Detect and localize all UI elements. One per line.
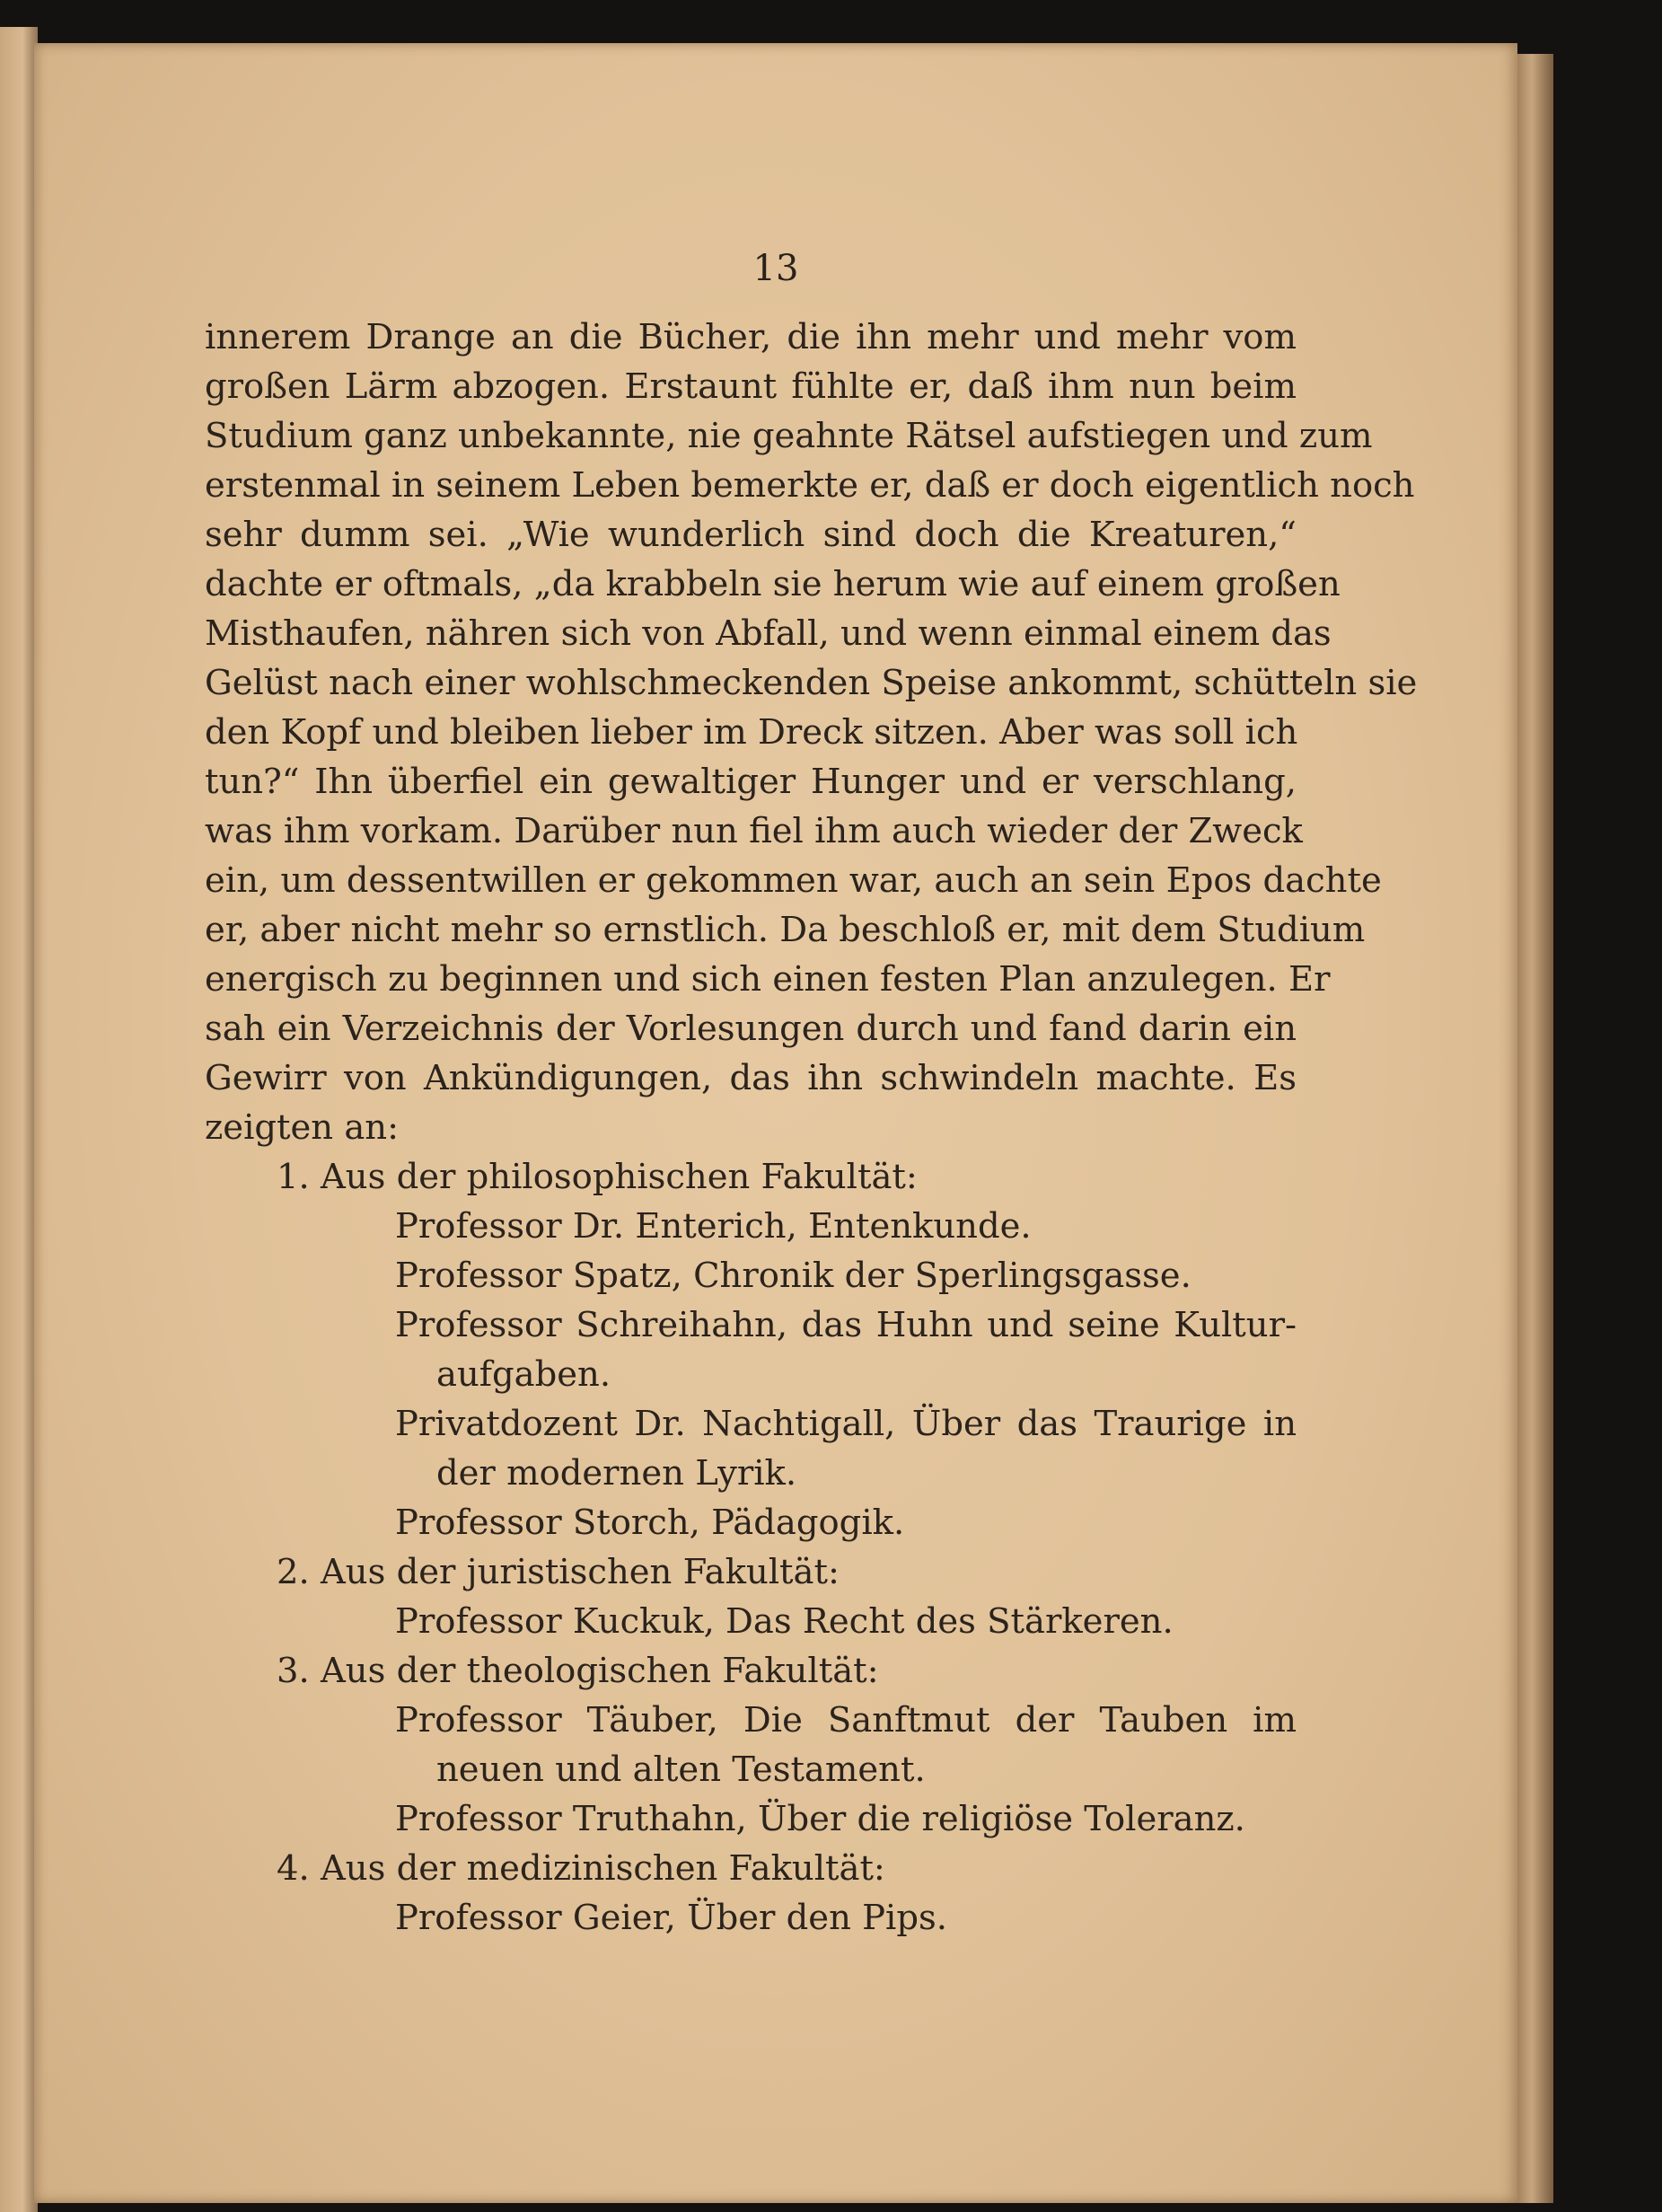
text-line: energisch zu beginnen und sich einen festen Plan anzulegen. Er (205, 959, 1331, 1000)
facing-page-edge (0, 27, 38, 2212)
text-line: innerem Drange an die Bücher, die ihn mehr und mehr vom (205, 317, 1297, 357)
lecture-entry-continuation: der modernen Lyrik. (436, 1453, 797, 1494)
faculty-heading: 1. Aus der philosophischen Fakultät: (277, 1157, 918, 1197)
faculty-heading: 3. Aus der theologischen Fakultät: (277, 1651, 879, 1691)
lecture-entry: Professor Kuckuk, Das Recht des Stärkeren. (395, 1601, 1174, 1642)
body-text (205, 313, 1418, 1943)
text-line: was ihm vorkam. Darüber nun fiel ihm auch wieder der Zweck (205, 811, 1303, 851)
lecture-entry-continuation: aufgaben. (436, 1354, 611, 1395)
text-line: er, aber nicht mehr so ernstlich. Da beschloß er, mit dem Studium (205, 910, 1366, 950)
lecture-entry: Privatdozent Dr. Nachtigall, Über das Traurige in (395, 1404, 1297, 1444)
lecture-entry-continuation: neuen und alten Testament. (436, 1749, 926, 1790)
text-line: zeigten an: (205, 1107, 400, 1148)
text-line: ein, um dessentwillen er gekommen war, auch an sein Epos dachte (205, 860, 1382, 901)
text-line: Misthaufen, nähren sich von Abfall, und wenn einmal einem das (205, 613, 1332, 654)
text-line: den Kopf und bleiben lieber im Dreck sitzen. Aber was soll ich (205, 712, 1298, 753)
lecture-entry: Professor Dr. Enterich, Entenkunde. (395, 1206, 1032, 1247)
faculty-heading: 4. Aus der medizinischen Fakultät: (277, 1848, 885, 1889)
text-line: Gelüst nach einer wohlschmeckenden Speise ankommt, schütteln sie (205, 663, 1418, 703)
text-line: dachte er oftmals, „da krabbeln sie herum wie auf einem großen (205, 564, 1341, 604)
text-line: erstenmal in seinem Leben bemerkte er, daß er doch eigentlich noch (205, 465, 1415, 506)
text-line: tun?“ Ihn überfiel ein gewaltiger Hunger und er verschlang, (205, 762, 1297, 802)
text-line: sah ein Verzeichnis der Vorlesungen durch und fand darin ein (205, 1009, 1297, 1049)
lecture-entry: Professor Schreihahn, das Huhn und seine Kultur- (395, 1305, 1297, 1345)
text-line: großen Lärm abzogen. Erstaunt fühlte er, daß ihm nun beim (205, 366, 1297, 407)
text-line: Studium ganz unbekannte, nie geahnte Rätsel aufstiegen und zum (205, 416, 1373, 456)
lecture-entry: Professor Täuber, Die Sanftmut der Tauben im (395, 1700, 1297, 1741)
faculty-heading: 2. Aus der juristischen Fakultät: (277, 1552, 840, 1592)
text-line: Gewirr von Ankündigungen, das ihn schwindeln machte. Es (205, 1058, 1297, 1098)
lecture-entry: Professor Geier, Über den Pips. (395, 1898, 947, 1938)
book-page (34, 43, 1517, 2203)
lecture-entry: Professor Spatz, Chronik der Sperlingsgasse. (395, 1256, 1192, 1296)
page-stack-edge (1517, 54, 1553, 2203)
page-number: 13 (752, 248, 799, 289)
lecture-entry: Professor Truthahn, Über die religiöse Toleranz. (395, 1799, 1245, 1839)
lecture-entry: Professor Storch, Pädagogik. (395, 1503, 905, 1543)
text-line: sehr dumm sei. „Wie wunderlich sind doch die Kreaturen,“ (205, 515, 1297, 555)
